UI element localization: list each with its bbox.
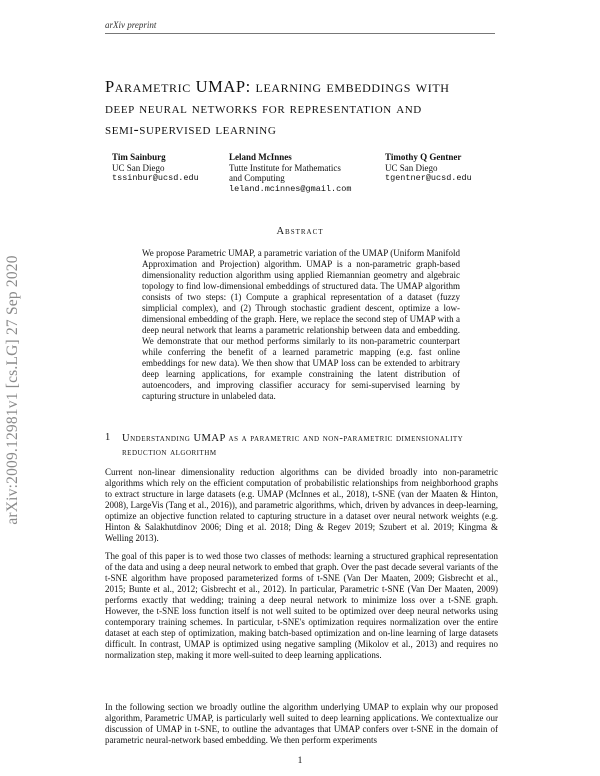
author-affiliation-continued: and Computing (229, 173, 285, 183)
arxiv-identifier-margin (3, 210, 23, 570)
author-block-2 (229, 152, 351, 194)
author-name: Tim Sainburg (112, 152, 166, 162)
section-title: Understanding UMAP as a parametric and non-parametric dimensionality reduction algorithm (122, 433, 464, 458)
body-paragraph-1: Current non-linear dimensionality reduction algorithms can be divided broadly into non-parametric algorithms which rely on the efficient computation of probabilistic relationships from neighborhood graphs to extract structure in large datasets (e.g. UMAP (McInnes et al., 2018), t-SNE (van der Maaten & Hinton, 2008), LargeVis (Tang et al., 2016)), and parametric algorithms, which, driven by advances in deep-learning, optimize an objective function related to capturing structure in a dataset over neural network weights (e.g. Hinton & Salakhutdinov 2006; Ding et al. 2018; Ding & Regev 2019; Szubert et al. 2019; Kingma & Welling 2013). (105, 467, 498, 543)
author-email: leland.mcinnes@gmail.com (229, 183, 352, 194)
author-affiliation: Tutte Institute for Mathematics (229, 162, 341, 173)
author-block-3 (385, 152, 472, 184)
title-line-2: deep neural networks for representation and (105, 101, 422, 117)
title-line-3: semi-supervised learning (105, 122, 277, 138)
author-block-1 (112, 152, 199, 184)
body-paragraph-3: In the following section we broadly outline the algorithm underlying UMAP to explain why our proposed algorithm, Parametric UMAP, is particularly well suited to deep learning applications. We contextualize our discussion of UMAP in t-SNE, to outline the advantages that UMAP confers over t-SNE in the domain of parametric neural-network based embedding. We then perform experiments (105, 702, 498, 745)
author-email: tgentner@ucsd.edu (385, 173, 472, 183)
body-paragraph-2: The goal of this paper is to wed those two classes of methods: learning a structured graphical representation of the data and using a deep neural network to embed that graph. Over the past decade several variants of the t-SNE algorithm have proposed parameterized forms of t-SNE (Van Der Maaten, 2009; Gisbrecht et al., 2015; Bunte et al., 2012; Gisbrecht et al., 2012). In particular, Parametric t-SNE (Van Der Maaten, 2009) performs exactly that wedding; training a deep neural network to minimize loss over a t-SNE graph. However, the t-SNE loss function itself is not well suited to be optimized over deep neural networks using contemporary training schemes. In particular, t-SNE's optimization requires normalization over the entire dataset at each step of optimization, making batch-based optimization and on-line learning of large datasets difficult. In contrast, UMAP is optimized using negative sampling (Mikolov et al., 2013) and requires no normalization step, making it more well-suited to deep learning applications. (105, 551, 498, 660)
paper-title (105, 76, 500, 141)
abstract-heading: Abstract (276, 226, 324, 237)
abstract-text: We propose Parametric UMAP, a parametric variation of the UMAP (Uniform Manifold Approximation and Projection) algorithm. UMAP is a non-parametric graph-based dimensionality reduction algorithm using applied Riemannian geometry and algebraic topology to find low-dimensional embeddings of structured data. The UMAP algorithm consists of two steps: (1) Compute a graphical representation of a dataset (fuzzy simplicial complex), and (2) Through stochastic gradient descent, optimize a low-dimensional embedding of the graph. Here, we replace the second step of UMAP with a deep neural network that learns a parametric relationship between data and embedding. We demonstrate that our method performs similarly to its non-parametric counterpart while conferring the benefit of a learned parametric mapping (e.g. fast online embeddings for new data). We then show that UMAP loss can be extended to arbitrary deep learning applications, for example constraining the latent distribution of autoencoders, and improving classifier accuracy for semi-supervised learning by capturing structure in unlabeled data. (142, 248, 460, 401)
arxiv-identifier-text: arXiv:2009.12981v1 [cs.LG] 27 Sep 2020 (4, 255, 21, 525)
author-name: Timothy Q Gentner (385, 152, 462, 162)
author-affiliation: UC San Diego (112, 162, 165, 173)
author-name: Leland McInnes (229, 152, 292, 162)
author-affiliation: UC San Diego (385, 162, 438, 173)
section-number: 1 (105, 432, 111, 443)
running-head: arXiv preprint (105, 20, 495, 34)
title-line-1: Parametric UMAP: learning embeddings with (105, 77, 450, 96)
author-email: tssinbur@ucsd.edu (112, 173, 199, 183)
page-number: 1 (297, 756, 303, 766)
